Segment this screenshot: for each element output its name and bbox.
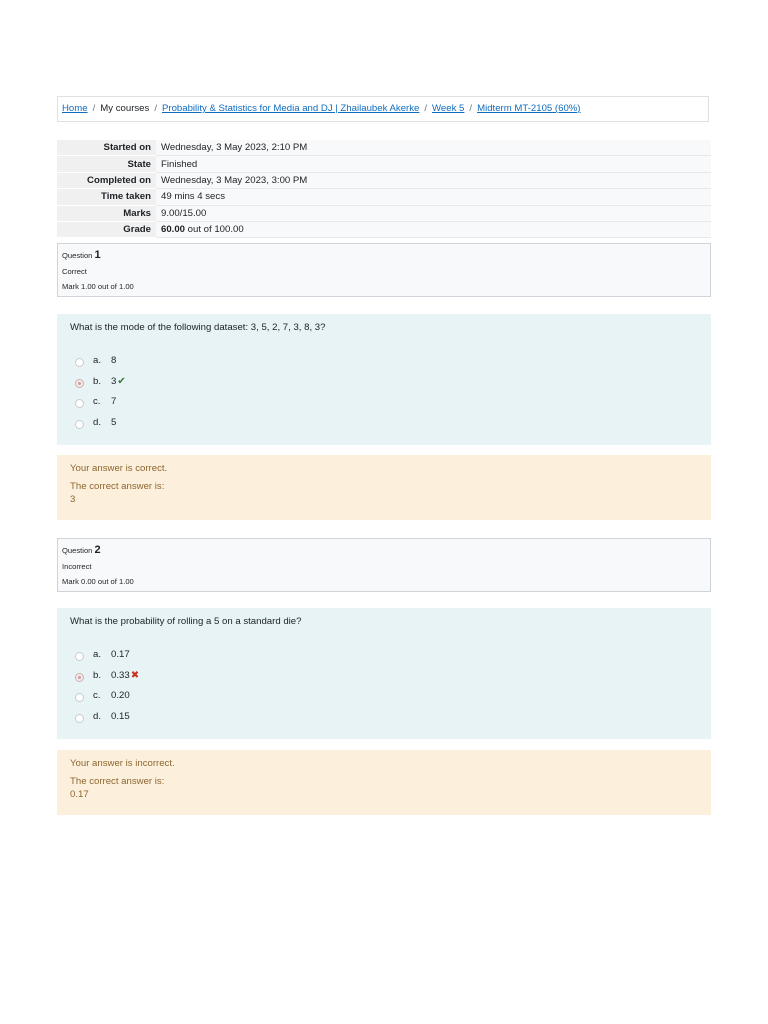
correct-answer-label: The correct answer is: (70, 481, 165, 492)
option-text: 3 (111, 375, 117, 387)
correct-answer: 3 (70, 494, 76, 505)
summary-label: Time taken (57, 189, 156, 205)
option-letter: a. (93, 354, 102, 366)
question-info (57, 538, 711, 592)
breadcrumb-course-link[interactable]: Probability & Statistics for Media and DJ | Zhailaubek Akerke (161, 103, 420, 114)
answer-option (75, 644, 139, 665)
question-feedback (57, 750, 711, 815)
answer-option (75, 371, 126, 392)
breadcrumb-my-courses: My courses (100, 103, 150, 114)
question-number: 1 (94, 249, 101, 261)
option-text: 0.33 (111, 669, 130, 681)
question-feedback (57, 455, 711, 520)
attempt-summary-table (57, 140, 711, 238)
question-number: 2 (94, 544, 101, 556)
breadcrumb-separator: / (424, 103, 428, 114)
question-status: Incorrect (62, 561, 92, 571)
summary-row-time-taken (57, 189, 711, 205)
option-text: 0.15 (111, 711, 130, 723)
breadcrumb-home-link[interactable]: Home (62, 103, 88, 114)
breadcrumb (57, 96, 709, 122)
breadcrumb-week-link[interactable]: Week 5 (432, 103, 465, 114)
breadcrumb-separator: / (469, 103, 473, 114)
answer-options (75, 644, 139, 727)
question-status: Correct (62, 266, 87, 276)
question-formulation (57, 314, 711, 445)
summary-row-state (57, 156, 711, 172)
option-letter: d. (93, 711, 102, 723)
grade-out-of: out of 100.00 (185, 224, 244, 236)
summary-label: Grade (57, 221, 156, 237)
option-letter: b. (93, 669, 102, 681)
check-icon: ✔ (117, 375, 126, 387)
option-letter: b. (93, 375, 102, 387)
breadcrumb-separator: / (92, 103, 96, 114)
question-formulation (57, 608, 711, 739)
question-mark: Mark 0.00 out of 1.00 (62, 577, 134, 586)
summary-label: Started on (57, 140, 156, 156)
correct-answer-label: The correct answer is: (70, 776, 165, 787)
summary-row-marks (57, 205, 711, 221)
feedback-text: Your answer is incorrect. (70, 758, 175, 769)
question-label: Question (62, 546, 93, 555)
summary-value: 49 mins 4 secs (156, 189, 711, 205)
answer-radio[interactable] (75, 693, 84, 702)
answer-option (75, 665, 139, 686)
breadcrumb-quiz-link[interactable]: Midterm MT-2105 (60%) (477, 103, 581, 114)
summary-label: Completed on (57, 172, 156, 188)
answer-radio[interactable] (75, 652, 84, 661)
answer-radio[interactable] (75, 673, 84, 682)
correct-answer: 0.17 (70, 789, 89, 800)
answer-option (75, 706, 139, 727)
answer-option (75, 412, 126, 433)
summary-label: Marks (57, 205, 156, 221)
question-label: Question (62, 251, 93, 260)
option-text: 8 (111, 354, 117, 366)
breadcrumb-separator: / (154, 103, 157, 114)
answer-radio[interactable] (75, 379, 84, 388)
answer-options (75, 350, 126, 433)
option-letter: a. (93, 648, 102, 660)
answer-radio[interactable] (75, 358, 84, 367)
summary-value: Finished (156, 156, 711, 172)
answer-option (75, 392, 126, 413)
answer-option (75, 350, 126, 371)
summary-row-completed (57, 172, 711, 188)
option-letter: c. (93, 690, 101, 702)
question-text: What is the mode of the following dataset: 3, 5, 2, 7, 3, 8, 3? (70, 322, 326, 333)
summary-row-grade (57, 221, 711, 237)
question-info (57, 243, 711, 297)
feedback-text: Your answer is correct. (70, 463, 168, 474)
answer-radio[interactable] (75, 420, 84, 429)
option-text: 5 (111, 417, 117, 429)
summary-value: Wednesday, 3 May 2023, 3:00 PM (156, 172, 711, 188)
summary-value: Wednesday, 3 May 2023, 2:10 PM (156, 140, 711, 156)
option-text: 0.20 (111, 690, 130, 702)
answer-radio[interactable] (75, 714, 84, 723)
summary-row-started (57, 140, 711, 156)
question-text: What is the probability of rolling a 5 on a standard die? (70, 616, 302, 627)
summary-value (156, 221, 711, 237)
option-text: 7 (111, 396, 117, 408)
option-letter: c. (93, 396, 101, 408)
option-letter: d. (93, 417, 102, 429)
summary-label: State (57, 156, 156, 172)
summary-value: 9.00/15.00 (156, 205, 711, 221)
answer-radio[interactable] (75, 399, 84, 408)
grade-value: 60.00 (161, 224, 186, 236)
cross-icon: ✖ (130, 669, 140, 681)
answer-option (75, 686, 139, 707)
question-mark: Mark 1.00 out of 1.00 (62, 282, 134, 291)
option-text: 0.17 (111, 648, 130, 660)
